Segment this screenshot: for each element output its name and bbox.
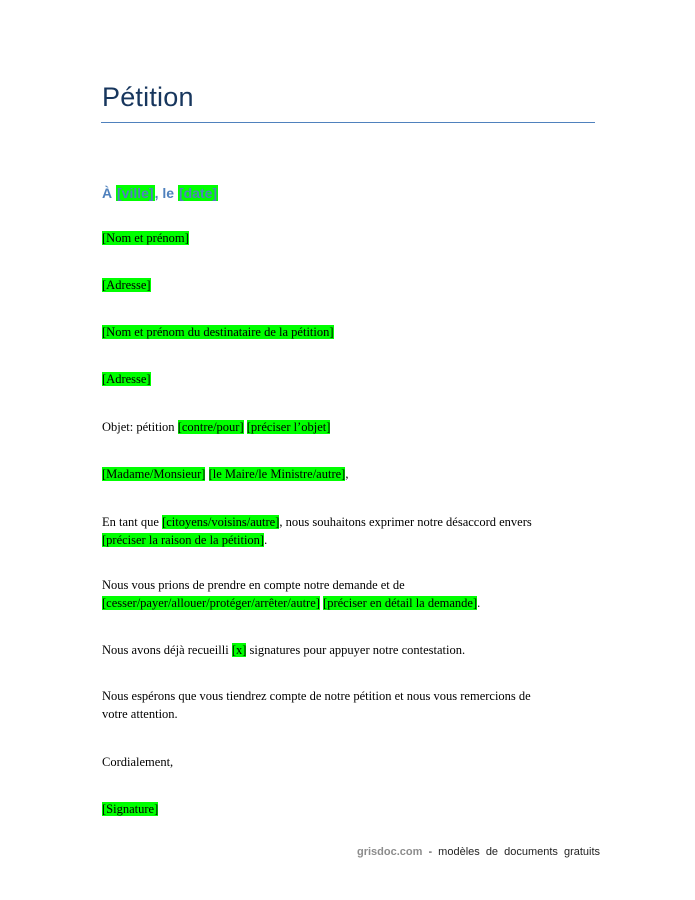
signature-count-placeholder: [x] <box>231 643 247 657</box>
para3-start: Nous avons déjà recueilli <box>102 643 232 657</box>
detail-placeholder: [préciser en détail la demande] <box>323 596 478 610</box>
para1-end: . <box>264 533 268 547</box>
sender-name-line <box>102 229 602 247</box>
recipient-name-placeholder: [Nom et prénom du destinataire de la pétition] <box>102 325 334 339</box>
para3-end: signatures pour appuyer notre contestation. <box>246 643 466 657</box>
paragraph-disagreement <box>102 513 602 549</box>
paragraph-request <box>102 576 602 612</box>
para4-line2: votre attention. <box>102 707 178 721</box>
salutation-suffix: , <box>345 467 349 481</box>
group-placeholder: [citoyens/voisins/autre] <box>162 515 280 529</box>
recipient-name-line <box>102 323 602 341</box>
para4-line1: Nous espérons que vous tiendrez compte de notre pétition et nous vous remercions de <box>102 689 531 703</box>
date-placeholder: [date] <box>178 185 218 201</box>
paragraph-signatures <box>102 641 602 659</box>
salutation-title-placeholder: [Madame/Monsieur] <box>102 467 206 481</box>
stance-placeholder: [contre/pour] <box>177 420 244 434</box>
place-date-line <box>102 185 218 201</box>
action-placeholder: [cesser/payer/allouer/protéger/arrêter/autre] <box>102 596 320 610</box>
para1-middle: , nous souhaitons exprimer notre désaccord envers <box>279 515 532 529</box>
closing-line: Cordialement, <box>102 755 174 769</box>
footer-text: - modèles de documents gratuits <box>422 846 601 858</box>
footer-brand-link[interactable]: grisdoc.com <box>357 846 423 858</box>
para2-end: . <box>477 596 481 610</box>
place-prefix: À <box>102 185 116 201</box>
subject-line <box>102 418 602 436</box>
sender-address-placeholder: [Adresse] <box>102 278 151 292</box>
object-placeholder: [préciser l’objet] <box>246 420 331 434</box>
salutation-role-placeholder: [le Maire/le Ministre/autre] <box>208 467 346 481</box>
subject-prefix: Objet: pétition <box>102 420 178 434</box>
recipient-address-line <box>102 370 602 388</box>
para2-start: Nous vous prions de prendre en compte notre demande et de <box>102 578 405 592</box>
reason-placeholder: [préciser la raison de la pétition] <box>102 533 265 547</box>
paragraph-thanks <box>102 687 602 723</box>
signature-line <box>102 800 602 818</box>
page-footer <box>357 846 600 858</box>
title-underline <box>101 122 595 123</box>
city-placeholder: [ville] <box>117 185 154 201</box>
document-title: Pétition <box>102 82 194 112</box>
para1-start: En tant que <box>102 515 163 529</box>
recipient-address-placeholder: [Adresse] <box>102 372 151 386</box>
signature-placeholder: [Signature] <box>102 802 159 816</box>
salutation-line <box>102 465 602 483</box>
sender-address-line <box>102 276 602 294</box>
place-middle: , le <box>154 185 178 201</box>
sender-name-placeholder: [Nom et prénom] <box>102 231 189 245</box>
